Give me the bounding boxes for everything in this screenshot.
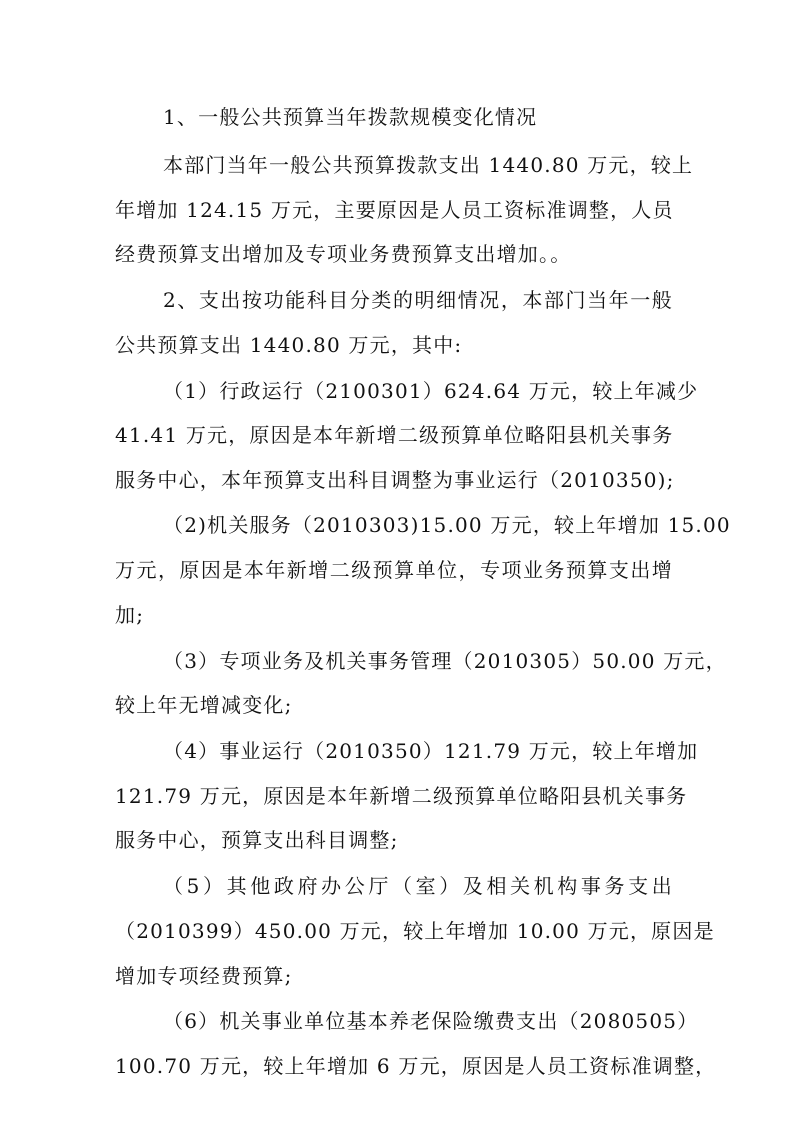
- paragraph-line: 经费预算支出增加及专项业务费预算支出增加。。: [115, 242, 572, 266]
- list-item-4-line: 服务中心，预算支出科目调整;: [115, 828, 399, 852]
- list-item-1-line: 服务中心，本年预算支出科目调整为事业运行（2010350);: [115, 468, 675, 492]
- section-heading-1: 1、一般公共预算当年拨款规模变化情况: [163, 105, 538, 129]
- section-heading-2: 2、支出按功能科目分类的明细情况，本部门当年一般: [163, 288, 673, 312]
- paragraph-line: 公共预算支出 1440.80 万元，其中:: [115, 333, 463, 357]
- list-item-5-line: （5）其他政府办公厅（室）及相关机构事务支出: [163, 874, 673, 898]
- list-item-2-line: 万元，原因是本年新增二级预算单位，专项业务预算支出增: [115, 558, 673, 582]
- paragraph-line: 年增加 124.15 万元，主要原因是人员工资标准调整，人员: [115, 198, 674, 222]
- list-item-1-line: （1）行政运行（2100301）624.64 万元，较上年减少: [163, 379, 699, 403]
- list-item-2-line: 加;: [115, 603, 145, 627]
- list-item-5-line: 增加专项经费预算;: [115, 964, 293, 988]
- list-item-1-line: 41.41 万元，原因是本年新增二级预算单位略阳县机关事务: [115, 423, 674, 447]
- list-item-2-line: （2)机关服务（2010303)15.00 万元，较上年增加 15.00: [163, 513, 731, 537]
- list-item-6-line: 100.70 万元，较上年增加 6 万元，原因是人员工资标准调整，: [115, 1054, 717, 1078]
- list-item-3-line: （3）专项业务及机关事务管理（2010305）50.00 万元，: [163, 649, 727, 673]
- list-item-4-line: 121.79 万元，原因是本年新增二级预算单位略阳县机关事务: [115, 784, 688, 808]
- list-item-3-line: 较上年无增减变化;: [115, 693, 293, 717]
- paragraph-line: 本部门当年一般公共预算拨款支出 1440.80 万元，较上: [163, 153, 694, 177]
- list-item-6-line: （6）机关事业单位基本养老保险缴费支出（2080505）: [163, 1009, 699, 1033]
- list-item-5-line: （2010399）450.00 万元，较上年增加 10.00 万元，原因是: [115, 919, 715, 943]
- list-item-4-line: （4）事业运行（2010350）121.79 万元，较上年增加: [163, 739, 699, 763]
